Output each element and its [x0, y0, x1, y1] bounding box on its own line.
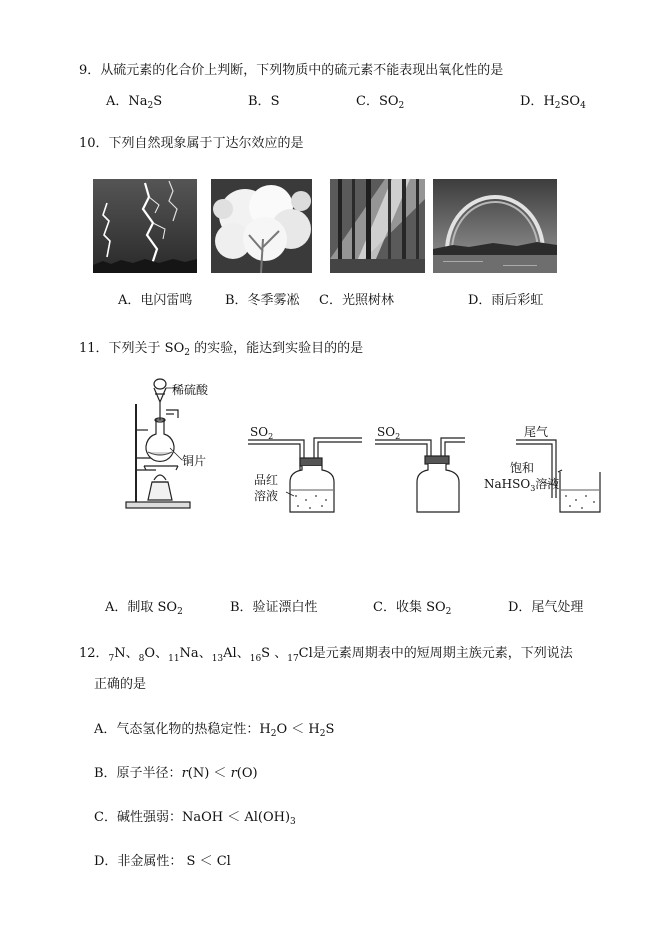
q12-option-b[interactable]: B．原子半径：r(N) ＜ r(O)	[94, 766, 258, 781]
rainbow-photo	[433, 179, 557, 273]
q12-option-c[interactable]: C．碱性强弱：NaOH ＜ $Al(OH)_3$	[94, 810, 296, 827]
lightning-photo	[93, 179, 197, 273]
so2-label-b: $SO_2$	[250, 425, 274, 441]
q10-option-c[interactable]: C．光照树林	[319, 293, 394, 308]
rime-photo	[211, 179, 312, 273]
q12-option-d[interactable]: D．非金属性： S ＜ Cl	[94, 854, 231, 869]
q10-stem: 10．下列自然现象属于丁达尔效应的是	[79, 136, 304, 151]
q11-stem: 11．下列关于 $SO_2$ 的实验，能达到实验目的的是	[79, 341, 364, 358]
tail-gas-apparatus	[480, 420, 610, 520]
q12-option-a[interactable]: A．气态氢化物的热稳定性：$H_2O < H_2S$	[94, 722, 335, 739]
fuchsine-solution-label: 溶液	[254, 489, 279, 503]
copper-label: 铜片	[182, 454, 207, 468]
q9-stem: 9．从硫元素的化合价上判断，下列物质中的硫元素不能表现出氧化性的是	[79, 63, 504, 78]
q11-option-d[interactable]: D．尾气处理	[508, 600, 584, 615]
q11-option-a[interactable]: A．制取 $SO_2$	[105, 600, 183, 617]
q11-option-b[interactable]: B．验证漂白性	[230, 600, 318, 615]
bleaching-test-apparatus	[248, 420, 366, 520]
q9-option-c[interactable]: C．$SO_2$	[356, 94, 405, 111]
nahso3-solution-label: NaHSO$_3$溶液	[484, 477, 560, 493]
q10-option-b[interactable]: B．冬季雾凇	[225, 293, 300, 308]
q9-option-b[interactable]: B．S	[248, 94, 280, 109]
forest-light-photo	[330, 179, 425, 273]
q10-option-a[interactable]: A．电闪雷鸣	[118, 293, 193, 308]
q9-option-a[interactable]: A．$Na_2S$	[106, 94, 163, 111]
q9-option-d[interactable]: D．$H_2SO_4$	[520, 94, 586, 111]
saturated-label: 饱和	[510, 461, 535, 475]
so2-label-c: $SO_2$	[377, 425, 401, 441]
q12-stem-line1: 12．$_7$N、$_8$O、$_{11}$Na、$_{13}$Al、$_{16}$S 、$_{17}$Cl是元素周期表中的短周期主族元素，下列说法	[79, 646, 573, 664]
gas-collection-apparatus	[375, 420, 475, 520]
q10-option-d[interactable]: D．雨后彩虹	[468, 293, 544, 308]
dilute-sulfuric-acid-label: 稀硫酸	[172, 383, 209, 397]
fuchsine-label: 品红	[254, 473, 279, 487]
q11-option-c[interactable]: C．收集 $SO_2$	[373, 600, 452, 617]
q12-stem-line2: 正确的是	[94, 677, 147, 692]
so2-generator-apparatus	[122, 374, 240, 514]
tail-gas-label: 尾气	[524, 425, 549, 439]
